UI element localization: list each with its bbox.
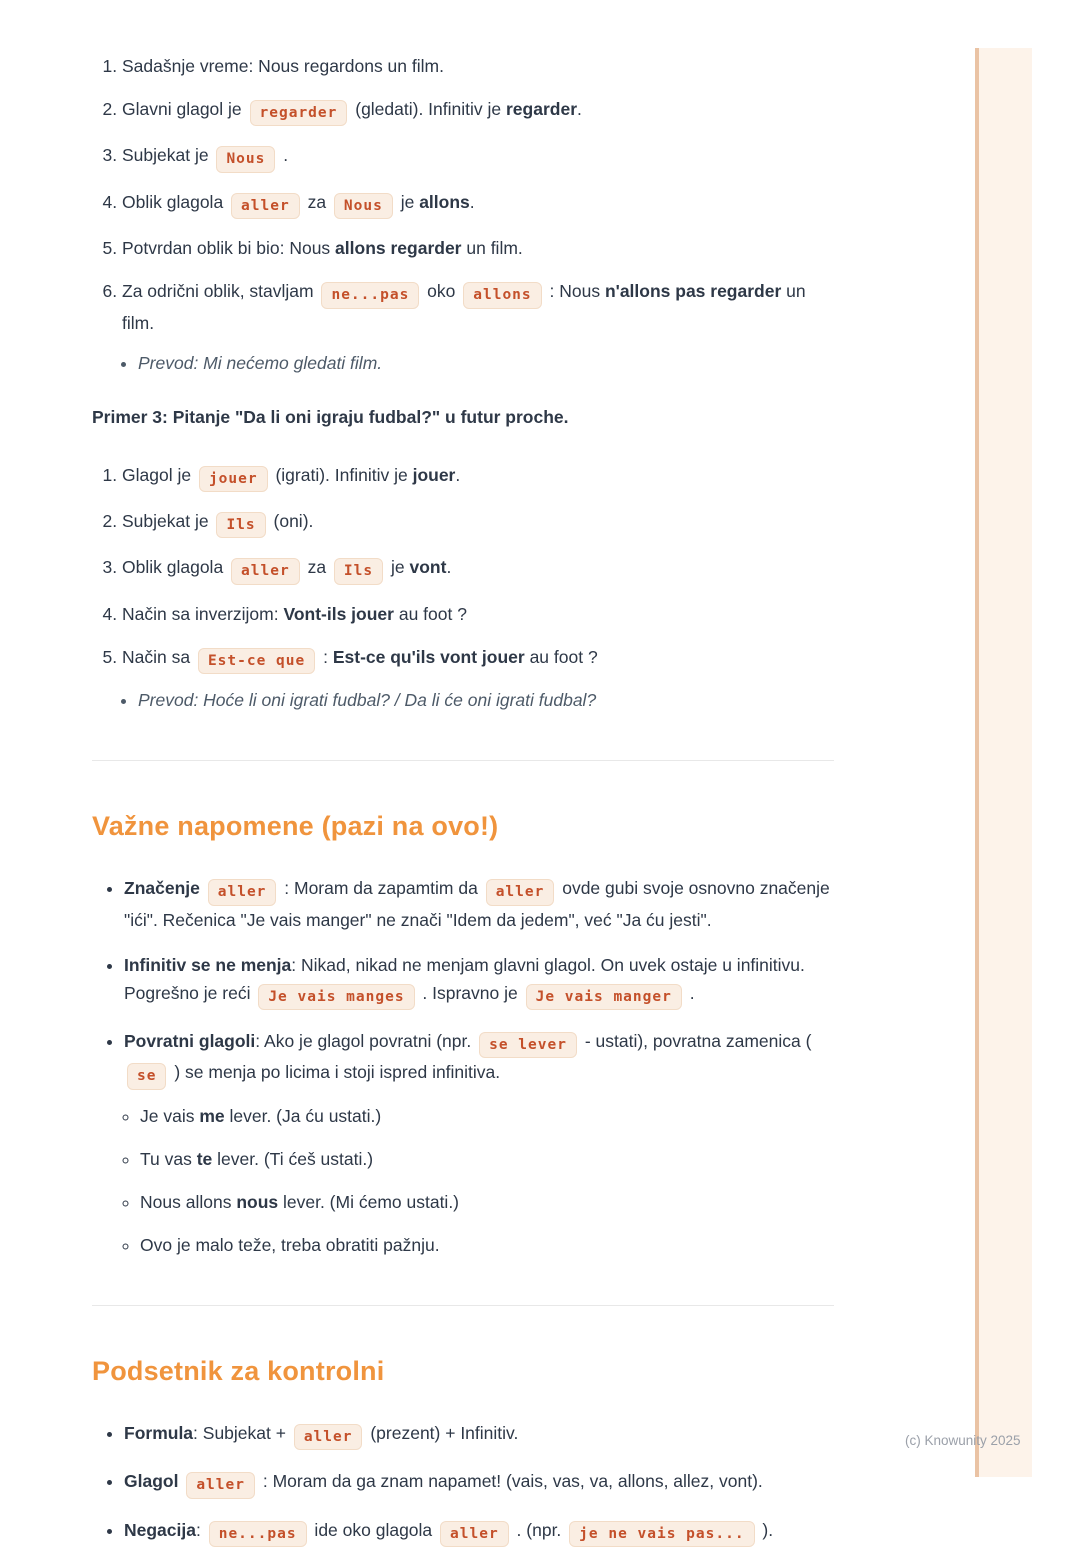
code-chip: se bbox=[127, 1063, 166, 1089]
list-item: • Glagol aller : Moram da ga znam napamet! (vais, vas, va, allons, allez, vont). bbox=[124, 1467, 834, 1498]
bold-text: jouer bbox=[412, 464, 456, 485]
sub-list-item bbox=[138, 349, 834, 377]
list-item: 3. Oblik glagola aller za Ils je vont. bbox=[122, 553, 834, 584]
list-item: • Značenje aller : Moram da zapamtim da aller ovde gubi svoje osnovno značenje "ići". Rečenica "Je vais manger" ne znači "Idem da jedem", već "Ja ću jesti". bbox=[124, 874, 834, 933]
bold-text: Značenje bbox=[124, 878, 200, 899]
sub-list bbox=[122, 349, 834, 377]
list-item: 5. Način sa Est-ce que : Est-ce qu'ils vont jouer au foot ? • Prevod: Hoće li oni igrati fudbal? / Da li će oni igrati fudbal? bbox=[122, 643, 834, 714]
code-chip: Je vais manges bbox=[258, 984, 414, 1010]
code-chip: Je vais manger bbox=[526, 984, 682, 1010]
code-chip: aller bbox=[231, 558, 300, 584]
list-item: 3. Subjekat je Nous . bbox=[122, 141, 834, 172]
sub-list-item bbox=[138, 686, 834, 714]
code-chip: Ils bbox=[216, 512, 265, 538]
sub-list-item: ◦ Ovo je malo teže, treba obratiti pažnju. bbox=[140, 1231, 834, 1259]
code-chip: Nous bbox=[216, 146, 275, 172]
bold-text: Primer 3: Pitanje "Da li oni igraju fudbal?" u futur proche. bbox=[92, 406, 569, 427]
code-chip: aller bbox=[186, 1472, 255, 1498]
list-item: • Infinitiv se ne menja: Nikad, nikad ne menjam glavni glagol. On uvek ostaje u infinitivu. Pogrešno je reći Je vais manges . Ispravno je Je vais manger . bbox=[124, 951, 834, 1010]
bold-text: Povratni glagoli bbox=[124, 1031, 256, 1052]
bold-text: n'allons pas regarder bbox=[604, 281, 782, 302]
sub-list-item: ◦ Tu vas te lever. (Ti ćeš ustati.) bbox=[140, 1145, 834, 1173]
bold-text: allons regarder bbox=[335, 238, 462, 259]
code-chip: ne...pas bbox=[209, 1521, 307, 1547]
bullet-list bbox=[92, 874, 834, 1259]
page-edge-stripe bbox=[975, 48, 1032, 1477]
sub-list-item: ◦ Je vais me lever. (Ja ću ustati.) bbox=[140, 1102, 834, 1130]
bold-text: Glagol bbox=[124, 1471, 179, 1492]
bold-text: me bbox=[199, 1105, 225, 1126]
bold-text: Negacija bbox=[124, 1519, 196, 1540]
list-item: 4. Oblik glagola aller za Nous je allons. bbox=[122, 188, 834, 219]
section-divider bbox=[92, 760, 834, 761]
code-chip: regarder bbox=[250, 100, 348, 126]
code-chip: aller bbox=[486, 879, 555, 905]
bold-text: nous bbox=[236, 1191, 279, 1212]
bold-text: Infinitiv se ne menja bbox=[124, 954, 292, 975]
bold-text: Est-ce qu'ils vont jouer bbox=[332, 646, 525, 667]
code-chip: je ne vais pas... bbox=[569, 1521, 754, 1547]
bullet-list bbox=[92, 1419, 834, 1547]
italic-text: Prevod: Hoće li oni igrati fudbal? / Da li će oni igrati fudbal? bbox=[138, 690, 597, 711]
bold-text: te bbox=[196, 1148, 213, 1169]
code-chip: ne...pas bbox=[321, 282, 419, 308]
numbered-list bbox=[92, 461, 834, 715]
numbered-list bbox=[92, 52, 834, 377]
list-item: 4. Način sa inverzijom: Vont-ils jouer au foot ? bbox=[122, 600, 834, 628]
sub-list bbox=[122, 686, 834, 714]
list-item: 2. Glavni glagol je regarder (gledati). Infinitiv je regarder. bbox=[122, 95, 834, 126]
sub-list bbox=[124, 1102, 834, 1259]
code-chip: se lever bbox=[479, 1032, 577, 1058]
italic-text: Prevod: Mi nećemo gledati film. bbox=[138, 352, 383, 373]
code-chip: allons bbox=[463, 282, 541, 308]
list-item: 6. Za odrični oblik, stavljam ne...pas oko allons : Nous n'allons pas regarder un film. • Prevod: Mi nećemo gledati film. bbox=[122, 277, 834, 376]
code-chip: aller bbox=[294, 1424, 363, 1450]
code-chip: Est-ce que bbox=[198, 648, 315, 674]
code-chip: aller bbox=[231, 193, 300, 219]
example-title bbox=[92, 403, 834, 431]
code-chip: Ils bbox=[334, 558, 383, 584]
list-item: 2. Subjekat je Ils (oni). bbox=[122, 507, 834, 538]
document-content bbox=[92, 44, 834, 1564]
list-item: 1. Glagol je jouer (igrati). Infinitiv je jouer. bbox=[122, 461, 834, 492]
list-item: 5. Potvrdan oblik bi bio: Nous allons regarder un film. bbox=[122, 234, 834, 262]
list-item: • Povratni glagoli: Ako je glagol povratni (npr. se lever - ustati), povratna zamenica ( se ) se menja po licima i stoji ispred infinitiva. ◦ Je vais me lever. (Ja ću ustati.) ◦ Tu vas te lever. (Ti ćeš ustati.) ◦ Nous allons nous lever. (Mi ćemo ustati.) ◦ Ovo je malo teže, treba obratiti pažnju. bbox=[124, 1027, 834, 1259]
sub-list-item: ◦ Nous allons nous lever. (Mi ćemo ustati.) bbox=[140, 1188, 834, 1216]
section-divider bbox=[92, 1305, 834, 1306]
section-heading: Podsetnik za kontrolni bbox=[92, 1355, 385, 1386]
code-chip: jouer bbox=[199, 466, 268, 492]
list-item: • Formula: Subjekat + aller (prezent) + Infinitiv. bbox=[124, 1419, 834, 1450]
watermark: (c) Knowunity 2025 bbox=[905, 1433, 1021, 1448]
list-item: • Negacija: ne...pas ide oko glagola aller . (npr. je ne vais pas... ). bbox=[124, 1516, 834, 1547]
bold-text: allons bbox=[419, 191, 470, 212]
bold-text: regarder bbox=[506, 99, 578, 119]
code-chip: aller bbox=[440, 1521, 509, 1547]
list-item: 1. Sadašnje vreme: Nous regardons un film. bbox=[122, 52, 834, 80]
bold-text: vont bbox=[409, 557, 447, 578]
bold-text: Formula bbox=[124, 1423, 194, 1444]
section-heading: Važne napomene (pazi na ovo!) bbox=[92, 811, 499, 842]
code-chip: Nous bbox=[334, 193, 393, 219]
bold-text: Vont-ils jouer bbox=[283, 603, 394, 624]
code-chip: aller bbox=[208, 879, 277, 905]
